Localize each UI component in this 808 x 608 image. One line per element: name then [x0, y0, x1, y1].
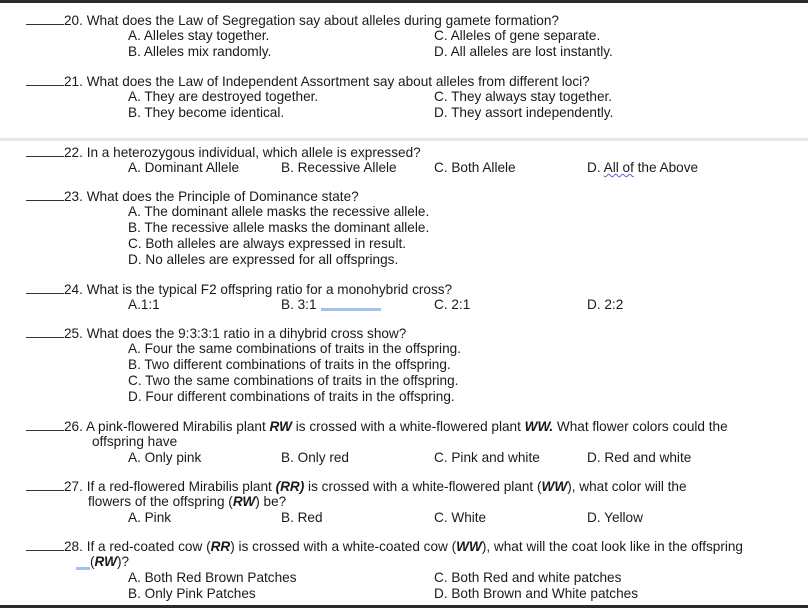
answer-blank-22[interactable] [26, 144, 64, 157]
option-21-c: C. They always stay together. [434, 89, 613, 104]
answer-blank-27[interactable] [26, 478, 64, 491]
option-27-c: C. White [434, 510, 487, 525]
genotype: RW [94, 554, 117, 569]
question-text: ) is crossed with a white-coated cow ( [230, 539, 457, 554]
option-20-b: B. Alleles mix randomly. [128, 44, 272, 59]
option-23-d: D. No alleles are expressed for all offsprings. [128, 252, 399, 267]
option-23-c: C. Both alleles are always expressed in result. [128, 236, 407, 251]
option-27-d: D. Yellow [587, 510, 643, 525]
option-25-d: D. Four different combinations of traits in the offspring. [128, 389, 455, 404]
option-text: B. 3:1 [281, 297, 317, 312]
question-text: ), what color will the [567, 479, 687, 494]
question-number: 27. [64, 479, 83, 494]
spellcheck-underlined-text: All of [603, 160, 634, 175]
genotype: RR [210, 539, 231, 554]
option-22-d [587, 160, 698, 176]
option-26-d: D. Red and white [587, 450, 692, 465]
option-25-c: C. Two the same combinations of traits in the offspring. [128, 373, 459, 388]
question-20 [26, 12, 559, 29]
option-28-c: C. Both Red and white patches [434, 570, 622, 585]
question-text: What does the Law of Independent Assortment say about alleles from different loci? [86, 74, 590, 89]
option-21-d: D. They assort independently. [434, 105, 614, 120]
genotype: WW. [524, 419, 554, 434]
option-22-c: C. Both Allele [434, 160, 516, 175]
question-28 [26, 538, 743, 555]
question-text: A pink-flowered Mirabilis plant [85, 419, 270, 434]
question-27 [26, 478, 687, 495]
answer-blank-25[interactable] [26, 325, 64, 338]
option-25-b: B. Two different combinations of traits in the offspring. [128, 357, 451, 372]
question-number: 21. [64, 74, 83, 89]
question-number: 23. [64, 189, 83, 204]
option-21-b: B. They become identical. [128, 105, 285, 120]
genotype: RW [269, 419, 292, 434]
selection-highlight [321, 308, 381, 311]
option-27-b: B. Red [281, 510, 323, 525]
answer-blank-20[interactable] [26, 12, 64, 25]
question-26 [26, 418, 728, 435]
option-26-a: A. Only pink [128, 450, 202, 465]
window-top-border [0, 0, 808, 3]
option-28-d: D. Both Brown and White patches [434, 586, 639, 601]
question-text: What does the Principle of Dominance state? [86, 189, 359, 204]
option-26-b: B. Only red [281, 450, 349, 465]
question-21 [26, 73, 590, 90]
question-text: is crossed with a white-flowered plant [291, 419, 525, 434]
page-break-divider [0, 138, 808, 141]
option-21-a: A. They are destroyed together. [128, 89, 319, 104]
question-text: What is the typical F2 offspring ratio for a monohybrid cross? [86, 282, 453, 297]
option-prefix: D. [587, 160, 604, 175]
answer-blank-28[interactable] [26, 538, 64, 551]
question-text: is crossed with a white-flowered plant ( [304, 479, 542, 494]
question-number: 28. [64, 539, 83, 554]
question-text: )? [116, 554, 130, 569]
question-text: What does the Law of Segregation say about alleles during gamete formation? [86, 13, 559, 28]
option-24-d: D. 2:2 [587, 297, 624, 312]
option-26-c: C. Pink and white [434, 450, 540, 465]
option-27-a: A. Pink [128, 510, 172, 525]
genotype: (RR) [275, 479, 305, 494]
question-number: 20. [64, 13, 83, 28]
answer-blank-24[interactable] [26, 281, 64, 294]
genotype: RW [232, 494, 256, 509]
question-26-continuation: offspring have [92, 434, 178, 449]
question-text: ( [90, 554, 95, 569]
question-text: If a red-coated cow ( [86, 539, 211, 554]
option-20-a: A. Alleles stay together. [128, 28, 270, 43]
answer-blank-21[interactable] [26, 73, 64, 86]
question-text: In a heterozygous individual, which allele is expressed? [86, 145, 421, 160]
question-23 [26, 188, 359, 205]
question-text: ), what will the coat look like in the offspring [481, 539, 743, 554]
answer-blank-26[interactable] [26, 418, 64, 431]
option-20-c: C. Alleles of gene separate. [434, 28, 601, 43]
option-28-b: B. Only Pink Patches [128, 586, 256, 601]
question-24 [26, 281, 452, 298]
question-text: What does the 9:3:3:1 ratio in a dihybrid cross show? [86, 326, 407, 341]
question-25 [26, 325, 406, 342]
question-number: 24. [64, 282, 83, 297]
option-20-d: D. All alleles are lost instantly. [434, 44, 613, 59]
option-24-a: A.1:1 [128, 297, 160, 312]
question-text: ) be? [255, 494, 287, 509]
question-28-continuation [90, 554, 129, 570]
option-23-b: B. The recessive allele masks the dominant allele. [128, 220, 430, 235]
question-text: flowers of the offspring ( [88, 494, 233, 509]
option-25-a: A. Four the same combinations of traits in the offspring. [128, 341, 461, 356]
option-22-a: A. Dominant Allele [128, 160, 240, 175]
question-number: 26. [64, 419, 83, 434]
selection-highlight [76, 567, 90, 570]
option-24-b [281, 297, 381, 313]
option-suffix: the Above [633, 160, 699, 175]
answer-blank-23[interactable] [26, 188, 64, 201]
genotype: WW [456, 539, 482, 554]
question-number: 25. [64, 326, 83, 341]
question-text: What flower colors could the [553, 419, 728, 434]
question-text: If a red-flowered Mirabilis plant [86, 479, 276, 494]
genotype: WW [541, 479, 568, 494]
question-number: 22. [64, 145, 83, 160]
option-23-a: A. The dominant allele masks the recessive allele. [128, 204, 430, 219]
option-28-a: A. Both Red Brown Patches [128, 570, 297, 585]
question-27-continuation [88, 494, 286, 510]
question-22 [26, 144, 421, 161]
option-24-c: C. 2:1 [434, 297, 471, 312]
option-22-b: B. Recessive Allele [281, 160, 397, 175]
